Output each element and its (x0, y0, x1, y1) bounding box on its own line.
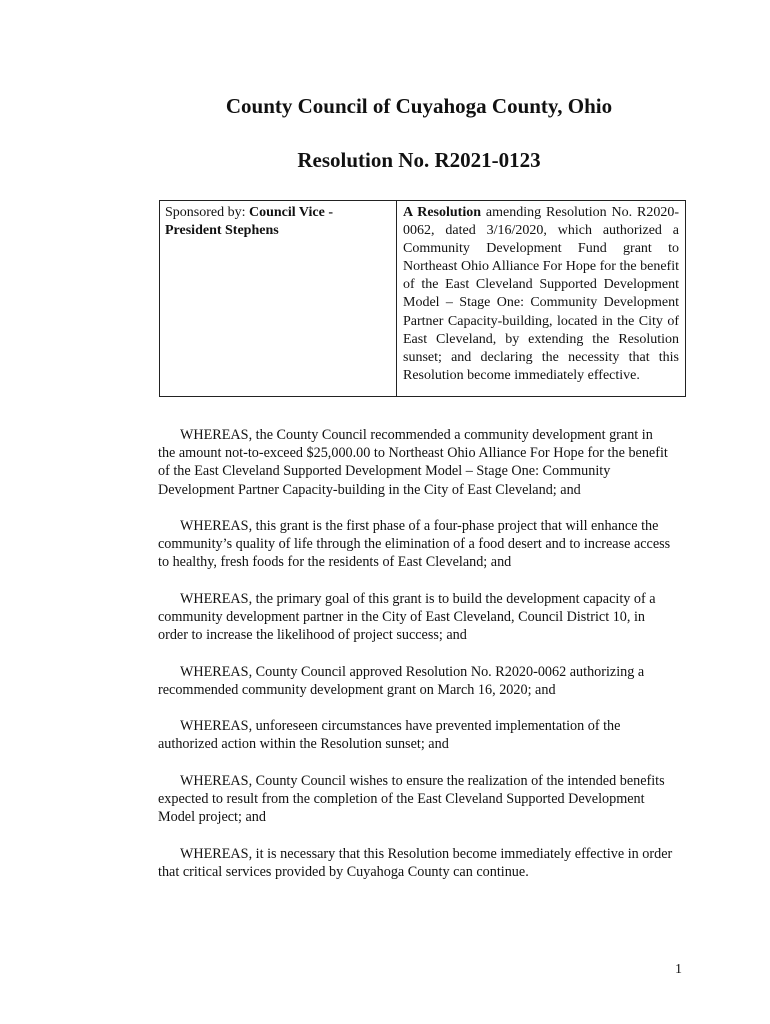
whereas-paragraph: WHEREAS, it is necessary that this Resolution become immediately effective in order that critical services provided by Cuyahoga County can continue. (158, 845, 673, 880)
whereas-paragraph: WHEREAS, the County Council recommended a community development grant in the amount not-to-exceed $25,000.00 to Northeast Ohio Alliance For Hope for the benefit of the East Cleveland Supported Development Model – Stage One: Community Development Partner Capacity-building in the City of East Cleveland; and (158, 427, 668, 498)
council-title: County Council of Cuyahoga County, Ohio (225, 94, 613, 118)
whereas-paragraph: WHEREAS, County Council approved Resolution No. R2020-0062 authorizing a recommended community development grant on March 16, 2020; and (158, 663, 645, 698)
whereas-paragraph: WHEREAS, the primary goal of this grant is to build the development capacity of a community development partner in the City of East Cleveland, Council District 10, in order to increase the likelihood of project success; and (158, 590, 656, 644)
page-number: 1 (675, 962, 682, 977)
sponsor-name: Council Vice - President Stephens (165, 205, 333, 238)
resolution-summary (397, 201, 685, 396)
whereas-clauses (158, 426, 673, 899)
resolution-number: Resolution No. R2021-0123 (297, 148, 541, 172)
sponsor-label: Sponsored by: (165, 205, 246, 220)
sponsor-summary-table (159, 200, 686, 397)
whereas-paragraph: WHEREAS, this grant is the first phase of a four-phase project that will enhance the community’s quality of life through the elimination of a food desert and to increase access to healthy, fresh foods for the residents of East Cleveland; and (158, 518, 671, 571)
summary-lead: A Resolution (403, 205, 481, 220)
whereas-paragraph: WHEREAS, unforeseen circumstances have prevented implementation of the authorized action within the Resolution sunset; and (158, 718, 621, 753)
sponsor-cell (160, 201, 397, 396)
summary-text: amending Resolution No. R2020-0062, dated 3/16/2020, which authorized a Community Development Fund grant to Northeast Ohio Alliance For Hope for the benefit of the East Cleveland Supported Development Model – Stage One: Community Development Partner Capacity-building, located in the City of East Cleveland, by extending the Resolution sunset; and declaring the necessity that this Resolution become immediately effective. (403, 205, 679, 383)
whereas-paragraph: WHEREAS, County Council wishes to ensure the realization of the intended benefits expected to result from the completion of the East Cleveland Supported Development Model project; and (158, 772, 665, 826)
